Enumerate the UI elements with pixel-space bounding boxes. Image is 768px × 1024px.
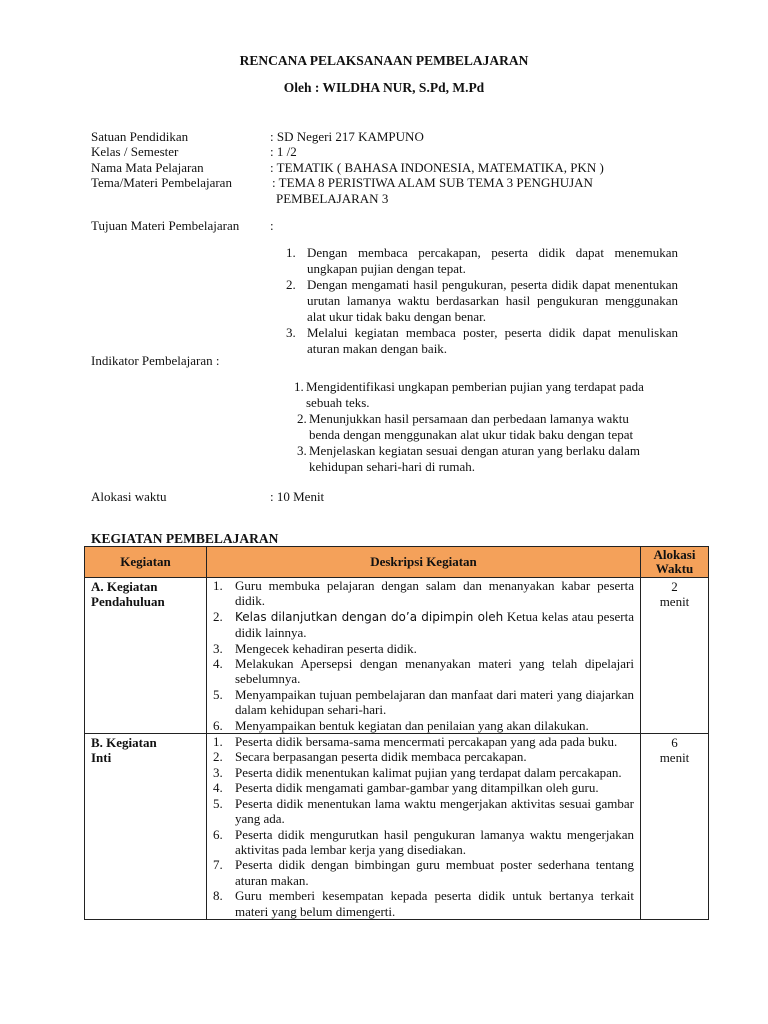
list-item xyxy=(207,578,634,609)
item-number: 1. xyxy=(213,734,223,750)
item-number: 5. xyxy=(213,795,223,811)
item-number: 2. xyxy=(213,608,223,624)
activity-list xyxy=(207,578,640,733)
author-line: Oleh : WILDHA NUR, S.Pd, M.Pd xyxy=(283,80,485,95)
item-text-sans: Kelas dilanjutkan dengan do’a dipimpin oleh xyxy=(235,609,504,624)
alokasi-label: Alokasi waktu xyxy=(91,489,167,504)
item-text: Dengan membaca percakapan, peserta didik dapat menemukan ungkapan pujian dengan tepat. xyxy=(307,245,678,276)
identity-indikator xyxy=(91,353,691,369)
column-header-kegiatan: Kegiatan xyxy=(85,547,207,578)
tema-value-continued: PEMBELAJARAN 3 xyxy=(276,191,389,206)
tujuan-list xyxy=(286,245,678,357)
item-text: Peserta didik mengamati gambar-gambar yang ditampilkan oleh guru. xyxy=(235,780,599,796)
list-item xyxy=(207,780,634,795)
kegiatan-section-title: KEGIATAN PEMBELAJARAN xyxy=(91,531,279,546)
satuan-value: : SD Negeri 217 KAMPUNO xyxy=(270,129,424,144)
item-number: 2. xyxy=(297,411,307,426)
item-text: Menjelaskan kegiatan sesuai dengan aturan yang berlaku dalam xyxy=(309,443,641,458)
stage-cell xyxy=(85,734,207,920)
stage-label-cont: Inti xyxy=(91,750,112,766)
kegiatan-table xyxy=(84,546,709,920)
item-text: Melalui kegiatan membaca poster, peserta didik dapat menuliskan aturan makan dengan baik. xyxy=(307,325,678,356)
list-item xyxy=(207,765,634,780)
identity-alokasi xyxy=(91,489,691,505)
tema-label: Tema/Materi Pembelajaran xyxy=(91,175,232,190)
stage-label: B. Kegiatan xyxy=(91,735,157,751)
item-text: Dengan mengamati hasil pengukuran, peserta didik dapat menentukan urutan lamanya waktu berdasarkan hasil pengukuran menggunakan alat ukur tidak baku dengan benar. xyxy=(307,277,678,324)
item-number: 2. xyxy=(286,277,296,292)
list-item xyxy=(207,687,634,718)
item-number: 1. xyxy=(213,578,223,593)
indikator-list xyxy=(294,379,674,475)
document-title: RENCANA PELAKSANAAN PEMBELAJARAN xyxy=(239,53,529,68)
item-text-cont: kehidupan sehari-hari di rumah. xyxy=(309,459,476,474)
item-number: 6. xyxy=(213,717,223,733)
tema-value: : TEMA 8 PERISTIWA ALAM SUB TEMA 3 PENGHUJAN xyxy=(272,175,593,190)
item-number: 7. xyxy=(213,857,223,873)
item-text: Peserta didik dengan bimbingan guru membuat poster sederhana tentang aturan makan. xyxy=(235,857,634,888)
description-cell xyxy=(207,734,641,920)
identity-mapel xyxy=(91,160,691,176)
item-text: Peserta didik bersama-sama mencermati percakapan yang ada pada buku. xyxy=(235,734,618,750)
list-item xyxy=(297,411,674,443)
alokasi-unit: menit xyxy=(659,750,690,766)
item-number: 3. xyxy=(286,325,296,340)
item-number: 3. xyxy=(213,764,223,780)
item-text: Guru membuka pelajaran dengan salam dan menanyakan kabar peserta didik. xyxy=(235,578,634,609)
alokasi-number: 6 xyxy=(671,735,678,751)
stage-cell xyxy=(85,578,207,734)
alokasi-cell xyxy=(641,734,709,920)
list-item xyxy=(207,888,634,919)
list-item xyxy=(207,749,634,764)
list-item xyxy=(207,827,634,858)
mapel-value: : TEMATIK ( BAHASA INDONESIA, MATEMATIKA, PKN ) xyxy=(270,160,604,175)
alokasi-header-text: Alokasi Waktu xyxy=(653,547,696,576)
list-item xyxy=(286,245,678,277)
item-text: Menunjukkan hasil persamaan dan perbedaan lamanya waktu xyxy=(309,411,629,426)
column-header-deskripsi: Deskripsi Kegiatan xyxy=(207,547,641,578)
item-number: 8. xyxy=(213,888,223,904)
tujuan-colon: : xyxy=(270,218,274,233)
item-text: Peserta didik mengurutkan hasil pengukuran lamanya waktu mengerjakan aktivitas pada lembar kerja yang disediakan. xyxy=(235,826,634,857)
item-text: Melakukan Apersepsi dengan menanyakan materi yang telah dipelajari sebelumnya. xyxy=(235,656,634,687)
activity-list xyxy=(207,734,640,919)
kelas-value: : 1 /2 xyxy=(270,144,297,159)
table-row xyxy=(85,734,709,920)
alokasi-cell xyxy=(641,578,709,734)
tujuan-label: Tujuan Materi Pembelajaran xyxy=(91,218,240,233)
identity-satuan xyxy=(91,129,691,145)
identity-tema xyxy=(91,175,691,191)
item-text: Peserta didik menentukan kalimat pujian yang terdapat dalam percakapan. xyxy=(235,764,622,780)
description-cell xyxy=(207,578,641,734)
item-number: 3. xyxy=(297,443,307,458)
item-text: Secara berpasangan peserta didik membaca percakapan. xyxy=(235,749,527,765)
item-text-cont: benda dengan menggunakan alat ukur tidak baku dengan tepat xyxy=(309,427,634,442)
list-item xyxy=(286,277,678,325)
item-text: Mengecek kehadiran peserta didik. xyxy=(235,640,417,656)
satuan-label: Satuan Pendidikan xyxy=(91,129,189,144)
list-item xyxy=(207,718,634,733)
item-number: 4. xyxy=(213,656,223,672)
indikator-label: Indikator Pembelajaran : xyxy=(91,353,220,368)
list-item xyxy=(207,656,634,687)
table-header-row xyxy=(85,547,709,578)
item-text: Guru memberi kesempatan kepada peserta didik untuk bertanya terkait materi yang belum dimengerti. xyxy=(235,888,634,919)
alokasi-number: 2 xyxy=(671,579,678,594)
list-item xyxy=(207,857,634,888)
item-number: 6. xyxy=(213,826,223,842)
list-item xyxy=(297,443,674,475)
mapel-label: Nama Mata Pelajaran xyxy=(91,160,204,175)
list-item xyxy=(207,734,634,749)
list-item xyxy=(207,796,634,827)
item-text-cont: sebuah teks. xyxy=(306,395,370,410)
item-number: 1. xyxy=(286,245,296,260)
stage-label: A. Kegiatan xyxy=(91,579,158,594)
identity-kelas xyxy=(91,144,691,160)
item-text: Mengidentifikasi ungkapan pemberian pujian yang terdapat pada xyxy=(306,379,644,394)
item-text: Menyampaikan bentuk kegiatan dan penilaian yang akan dilakukan. xyxy=(235,717,589,733)
list-item xyxy=(207,641,634,656)
kelas-label: Kelas / Semester xyxy=(91,144,179,159)
item-number: 3. xyxy=(213,640,223,656)
alokasi-value: : 10 Menit xyxy=(270,489,325,504)
item-number: 5. xyxy=(213,686,223,702)
item-number: 4. xyxy=(213,780,223,796)
alokasi-unit: menit xyxy=(659,594,690,610)
list-item xyxy=(294,379,674,411)
column-header-alokasi xyxy=(641,547,709,578)
item-number: 1. xyxy=(294,379,304,394)
list-item xyxy=(207,609,634,641)
item-text: Menyampaikan tujuan pembelajaran dan manfaat dari materi yang diajarkan dalam kehidupan sehari-hari. xyxy=(235,686,634,718)
item-text: Peserta didik menentukan lama waktu mengerjakan aktivitas sesuai gambar yang ada. xyxy=(235,795,634,827)
item-text: Ketua kelas atau peserta didik lainnya. xyxy=(235,608,634,641)
identity-tujuan xyxy=(91,218,691,234)
item-number: 2. xyxy=(213,749,223,765)
table-row xyxy=(85,578,709,734)
stage-label-cont: Pendahuluan xyxy=(91,594,165,610)
